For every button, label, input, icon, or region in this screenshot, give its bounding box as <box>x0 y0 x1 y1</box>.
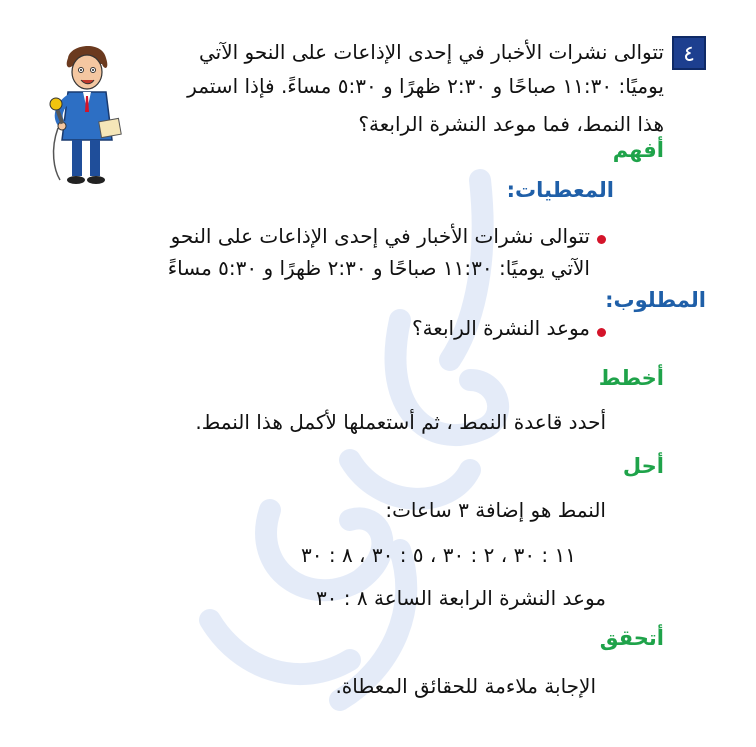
solve-sequence: ١١ : ٣٠ ، ٢ : ٣٠ ، ٥ : ٣٠ ، ٨ : ٣٠ <box>301 543 576 567</box>
plan-heading: أخطط <box>598 366 664 390</box>
given-heading: المعطيات: <box>506 178 614 202</box>
required-heading: المطلوب: <box>605 288 706 312</box>
reporter-illustration <box>40 40 130 190</box>
question-line-3: هذا النمط، فما موعد النشرة الرابعة؟ <box>358 112 664 136</box>
given-line-2: الآتي يوميًا: ١١:٣٠ صباحًا و ٢:٣٠ ظهرًا و ٥:٣٠ مساءً <box>167 256 590 280</box>
given-line-1: تتوالى نشرات الأخبار في إحدى الإذاعات على النحو <box>170 224 590 248</box>
solve-heading: أحل <box>622 454 664 478</box>
bullet-given <box>597 235 606 244</box>
question-number-badge: ٤ <box>672 36 706 70</box>
plan-text: أحدد قاعدة النمط ، ثم أستعملها لأكمل هذا النمط. <box>195 410 606 434</box>
solve-rule: النمط هو إضافة ٣ ساعات: <box>385 498 606 522</box>
bullet-required <box>597 328 606 337</box>
check-text: الإجابة ملاءمة للحقائق المعطاة. <box>335 674 596 698</box>
required-item: موعد النشرة الرابعة؟ <box>411 316 590 340</box>
solve-answer: موعد النشرة الرابعة الساعة ٨ : ٣٠ <box>315 586 606 610</box>
check-heading: أتحقق <box>599 626 664 650</box>
question-line-2: يوميًا: ١١:٣٠ صباحًا و ٢:٣٠ ظهرًا و ٥:٣٠ مساءً. فإذا استمر <box>187 74 664 98</box>
understand-heading: أفهم <box>612 138 664 162</box>
question-line-1: تتوالى نشرات الأخبار في إحدى الإذاعات على النحو الآتي <box>199 40 664 64</box>
